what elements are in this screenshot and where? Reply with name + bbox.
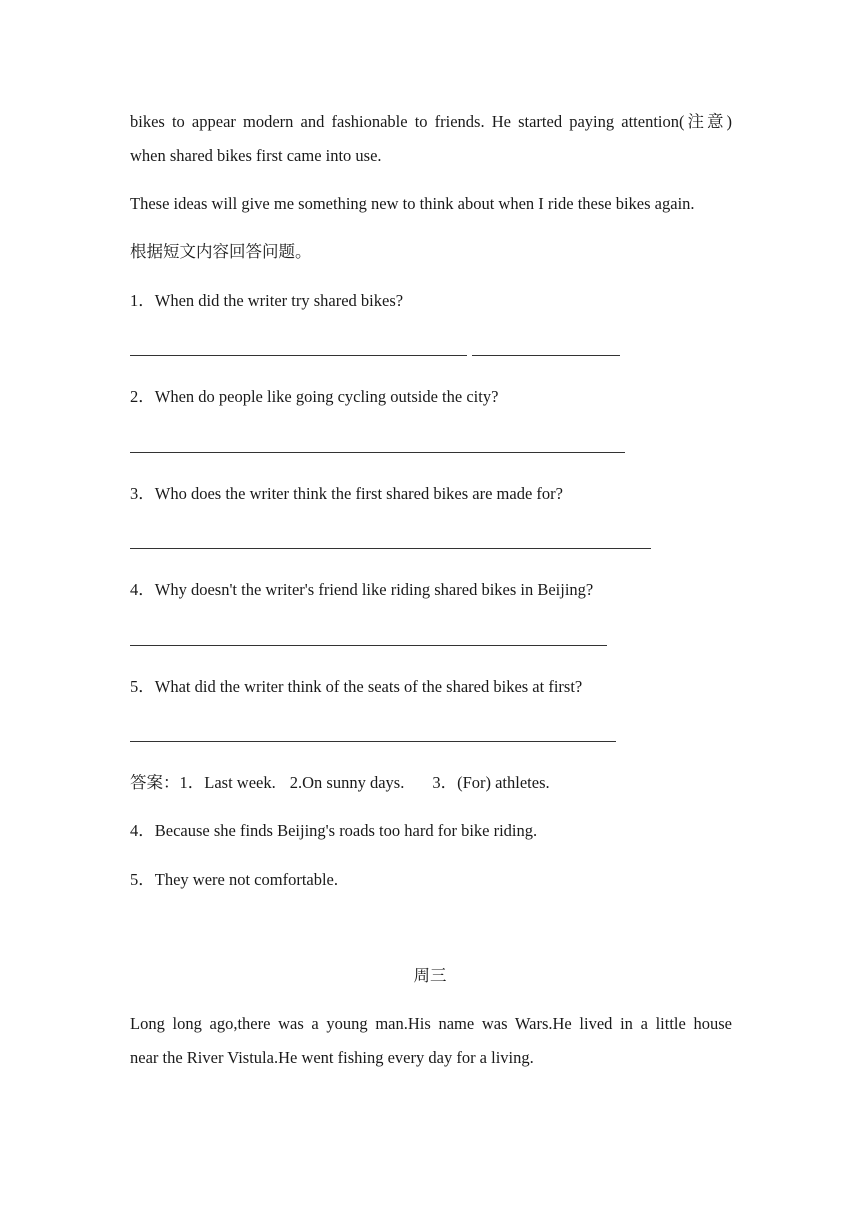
answer-blank-4 bbox=[130, 645, 607, 646]
section-heading: 周三 bbox=[413, 966, 447, 985]
question-text: Why doesn't the writer's friend like riding shared bikes in Beijing? bbox=[154, 580, 594, 599]
story-line-2: near the River Vistula.He went fishing every day for a living. bbox=[130, 1048, 534, 1067]
question-text: Who does the writer think the first shared bikes are made for? bbox=[154, 484, 563, 503]
answer-blank-1a bbox=[130, 355, 467, 356]
question-3 bbox=[130, 484, 563, 504]
passage-line-1: bikes to appear modern and fashionable to friends. He started paying attention(注意) bbox=[130, 112, 732, 131]
question-number: 4． bbox=[130, 580, 155, 599]
answer-2: 2.On sunny days. bbox=[289, 773, 405, 792]
passage-line-3: These ideas will give me something new to think about when I ride these bikes again. bbox=[130, 194, 695, 213]
answer-blank-1b bbox=[472, 355, 620, 356]
answer-5: 5．They were not comfortable. bbox=[130, 870, 339, 889]
question-text: When did the writer try shared bikes? bbox=[154, 291, 404, 310]
question-text: When do people like going cycling outside the city? bbox=[154, 387, 499, 406]
passage-line-2: when shared bikes first came into use. bbox=[130, 146, 382, 165]
question-5 bbox=[130, 677, 582, 697]
question-1 bbox=[130, 291, 403, 311]
question-number: 2． bbox=[130, 387, 155, 406]
story-line-1: Long long ago,there was a young man.His name was Wars.He lived in a little house bbox=[130, 1014, 732, 1033]
answer-blank-2 bbox=[130, 452, 625, 453]
question-number: 5． bbox=[130, 677, 155, 696]
question-number: 3． bbox=[130, 484, 155, 503]
question-2 bbox=[130, 387, 498, 407]
answer-4: 4．Because she finds Beijing's roads too hard for bike riding. bbox=[130, 821, 538, 840]
answer-blank-3 bbox=[130, 548, 651, 549]
question-number: 1． bbox=[130, 291, 155, 310]
answer-blank-5 bbox=[130, 741, 616, 742]
question-4 bbox=[130, 580, 593, 600]
answers-prefix: 答案： bbox=[130, 773, 180, 792]
answer-3: 3．(For) athletes. bbox=[432, 773, 550, 792]
question-text: What did the writer think of the seats of the shared bikes at first? bbox=[154, 677, 583, 696]
instruction-text: 根据短文内容回答问题。 bbox=[130, 242, 312, 261]
answers-line-1 bbox=[130, 773, 550, 793]
answer-1: 1．Last week. bbox=[179, 773, 276, 792]
